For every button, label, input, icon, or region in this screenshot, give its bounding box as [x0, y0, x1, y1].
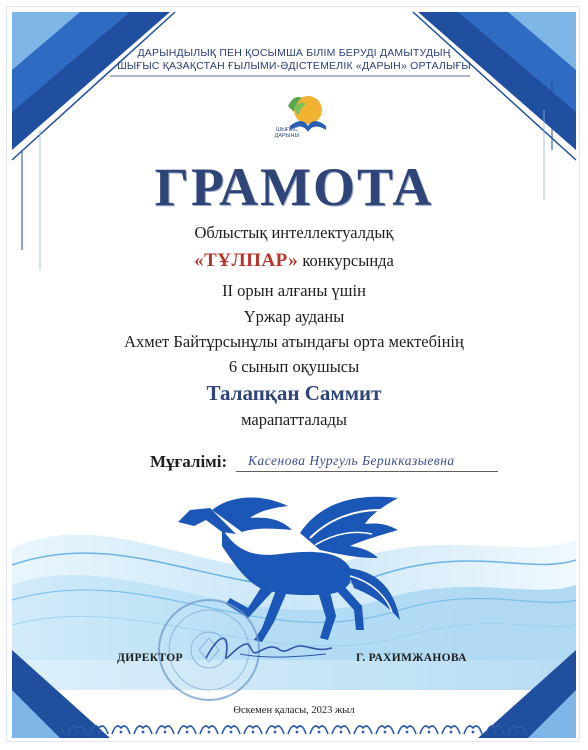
- contest-suffix: конкурсында: [298, 251, 394, 270]
- director-label: ДИРЕКТОР: [117, 652, 183, 664]
- contest-name: «ТҰЛПАР»: [194, 250, 299, 271]
- logo-caption-line-1: ШЫҒЫС: [276, 127, 298, 133]
- city-year: Өскемен қаласы, 2023 жыл: [233, 705, 355, 716]
- organization-line-2: ШЫҒЫС ҚАЗАҚСТАН ҒЫЛЫМИ-ӘДІСТЕМЕЛІК «ДАРЫН» ОРТАЛЫҒЫ: [117, 60, 471, 72]
- body-line-3: II орын алғаны үшін: [222, 281, 366, 300]
- director-name: Г. РАХИМЖАНОВА: [356, 652, 467, 664]
- body-line-6: 6 сынып оқушысы: [228, 357, 360, 376]
- organization-line-1: ДАРЫНДЫЛЫҚ ПЕН ҚОСЫМША БІЛІМ БЕРУДІ ДАМЫТУДЫҢ: [137, 47, 451, 59]
- handwritten-signature-icon: [200, 628, 340, 668]
- student-name: Талапқан Саммит: [206, 381, 382, 405]
- teacher-underline: [236, 471, 498, 472]
- awarded-line: марапатталады: [241, 410, 347, 429]
- contest-line: [40, 250, 548, 272]
- teacher-name: Касенова Нургуль Берикказыевна: [248, 453, 455, 468]
- teacher-label: Мұғалімі:: [150, 452, 228, 471]
- logo-caption-line-2: ДАРЫНЫ: [274, 133, 300, 139]
- certificate-title: ГРАМОТА: [154, 157, 434, 217]
- body-line-1: Облыстық интеллектуалдық: [194, 223, 394, 242]
- body-line-4: Үржар ауданы: [243, 307, 345, 326]
- logo-caption: [262, 127, 312, 139]
- body-line-5: Ахмет Байтұрсынұлы атындағы орта мектебінің: [124, 332, 464, 351]
